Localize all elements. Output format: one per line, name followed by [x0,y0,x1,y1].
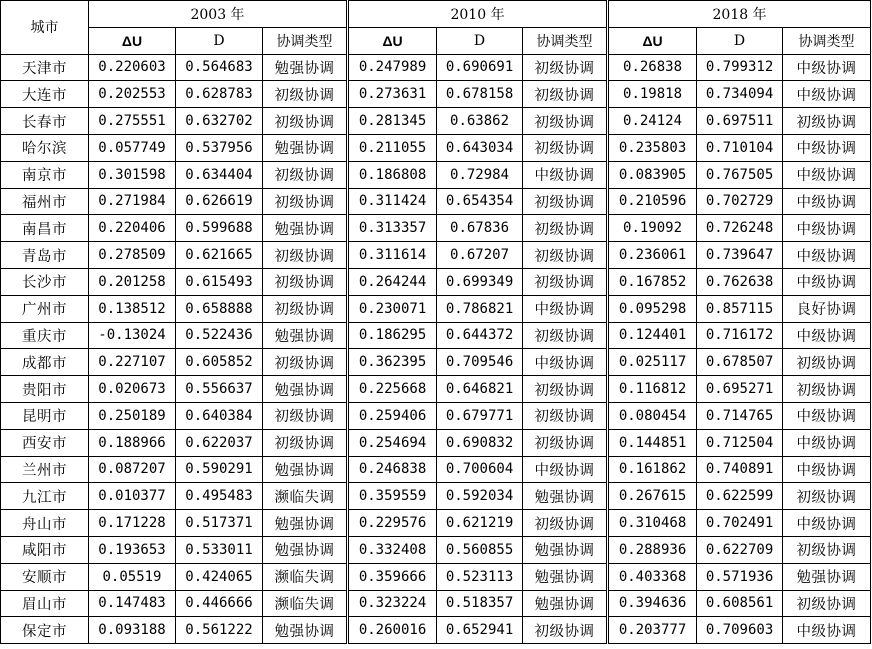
du-cell-2018: 0.203777 [608,617,697,644]
type-cell-2003: 初级协调 [263,108,348,135]
header-row-years [1,1,871,28]
city-cell: 天津市 [1,54,89,81]
table-row [1,161,871,188]
table-row [1,242,871,269]
city-cell: 青岛市 [1,242,89,269]
city-cell: 哈尔滨 [1,134,89,161]
d-cell-2010: 0.67207 [437,242,523,269]
city-cell: 南京市 [1,161,89,188]
table-row [1,429,871,456]
table-row [1,134,871,161]
d-cell-2018: 0.697511 [697,108,783,135]
type-cell-2003: 初级协调 [263,161,348,188]
d-cell-2003: 0.622037 [176,429,263,456]
du-cell-2018: 0.235803 [608,134,697,161]
type-cell-2018: 中级协调 [783,215,871,242]
d-cell-2003: 0.517371 [176,510,263,537]
d-cell-2003: 0.640384 [176,402,263,429]
du-cell-2010: 0.254694 [348,429,437,456]
d-cell-2003: 0.533011 [176,536,263,563]
type-cell-2018: 初级协调 [783,590,871,617]
type-cell-2018: 中级协调 [783,242,871,269]
d-cell-2003: 0.590291 [176,456,263,483]
du-cell-2010: 0.211055 [348,134,437,161]
du-header-2010: ΔU [348,27,437,54]
type-cell-2003: 初级协调 [263,81,348,108]
du-cell-2003: 0.220406 [89,215,176,242]
d-cell-2010: 0.67836 [437,215,523,242]
d-cell-2018: 0.678507 [697,349,783,376]
city-cell: 福州市 [1,188,89,215]
d-cell-2003: 0.632702 [176,108,263,135]
table-row [1,510,871,537]
city-cell: 保定市 [1,617,89,644]
table-row [1,108,871,135]
table-row [1,536,871,563]
table-row [1,54,871,81]
d-cell-2003: 0.495483 [176,483,263,510]
type-cell-2018: 中级协调 [783,54,871,81]
du-cell-2010: 0.186295 [348,322,437,349]
city-cell: 舟山市 [1,510,89,537]
d-cell-2018: 0.714765 [697,402,783,429]
d-cell-2018: 0.608561 [697,590,783,617]
d-cell-2003: 0.605852 [176,349,263,376]
type-cell-2003: 勉强协调 [263,54,348,81]
du-cell-2018: 0.288936 [608,536,697,563]
du-cell-2010: 0.230071 [348,295,437,322]
du-cell-2018: 0.310468 [608,510,697,537]
d-cell-2010: 0.560855 [437,536,523,563]
type-cell-2010: 勉强协调 [523,590,608,617]
type-cell-2018: 中级协调 [783,510,871,537]
du-cell-2003: 0.171228 [89,510,176,537]
type-cell-2003: 勉强协调 [263,134,348,161]
d-cell-2003: 0.621665 [176,242,263,269]
type-cell-2010: 初级协调 [523,617,608,644]
d-cell-2003: 0.615493 [176,268,263,295]
city-cell: 重庆市 [1,322,89,349]
type-cell-2018: 初级协调 [783,349,871,376]
du-cell-2010: 0.247989 [348,54,437,81]
type-cell-2010: 初级协调 [523,376,608,403]
d-cell-2010: 0.679771 [437,402,523,429]
type-cell-2003: 初级协调 [263,429,348,456]
d-cell-2003: 0.556637 [176,376,263,403]
city-cell: 眉山市 [1,590,89,617]
table-row [1,349,871,376]
type-cell-2003: 初级协调 [263,242,348,269]
d-header-2010: D [437,27,523,54]
du-cell-2003: 0.05519 [89,563,176,590]
d-cell-2010: 0.644372 [437,322,523,349]
city-cell: 大连市 [1,81,89,108]
d-cell-2018: 0.799312 [697,54,783,81]
du-cell-2010: 0.323224 [348,590,437,617]
d-cell-2018: 0.734094 [697,81,783,108]
d-cell-2010: 0.652941 [437,617,523,644]
du-cell-2010: 0.229576 [348,510,437,537]
du-cell-2018: 0.080454 [608,402,697,429]
d-cell-2010: 0.699349 [437,268,523,295]
type-cell-2018: 初级协调 [783,483,871,510]
type-cell-2003: 勉强协调 [263,510,348,537]
du-cell-2018: 0.236061 [608,242,697,269]
table-header [1,1,871,55]
city-header: 城市 [1,1,89,55]
d-cell-2010: 0.700604 [437,456,523,483]
d-cell-2018: 0.740891 [697,456,783,483]
city-cell: 成都市 [1,349,89,376]
table-row [1,483,871,510]
d-cell-2018: 0.622709 [697,536,783,563]
d-cell-2018: 0.702491 [697,510,783,537]
type-cell-2003: 勉强协调 [263,536,348,563]
table-row [1,215,871,242]
type-cell-2003: 初级协调 [263,268,348,295]
d-cell-2018: 0.622599 [697,483,783,510]
d-cell-2003: 0.599688 [176,215,263,242]
d-cell-2010: 0.786821 [437,295,523,322]
d-cell-2003: 0.446666 [176,590,263,617]
table-row [1,617,871,644]
type-cell-2010: 中级协调 [523,295,608,322]
du-cell-2010: 0.359666 [348,563,437,590]
type-header-2003: 协调类型 [263,27,348,54]
city-cell: 广州市 [1,295,89,322]
d-cell-2010: 0.72984 [437,161,523,188]
d-cell-2018: 0.702729 [697,188,783,215]
du-cell-2003: 0.147483 [89,590,176,617]
city-cell: 安顺市 [1,563,89,590]
type-cell-2010: 初级协调 [523,510,608,537]
d-cell-2010: 0.63862 [437,108,523,135]
du-cell-2010: 0.311424 [348,188,437,215]
type-cell-2018: 中级协调 [783,81,871,108]
type-cell-2003: 濒临失调 [263,563,348,590]
type-cell-2010: 初级协调 [523,322,608,349]
du-cell-2003: 0.193653 [89,536,176,563]
type-cell-2010: 初级协调 [523,215,608,242]
du-cell-2010: 0.225668 [348,376,437,403]
du-cell-2003: 0.202553 [89,81,176,108]
du-cell-2003: 0.201258 [89,268,176,295]
du-cell-2003: 0.188966 [89,429,176,456]
d-cell-2018: 0.695271 [697,376,783,403]
type-cell-2003: 初级协调 [263,295,348,322]
d-cell-2010: 0.690832 [437,429,523,456]
d-cell-2003: 0.658888 [176,295,263,322]
type-cell-2018: 中级协调 [783,134,871,161]
table-row [1,456,871,483]
type-cell-2003: 濒临失调 [263,590,348,617]
du-cell-2018: 0.144851 [608,429,697,456]
du-cell-2018: 0.19818 [608,81,697,108]
type-cell-2018: 中级协调 [783,617,871,644]
type-cell-2018: 中级协调 [783,268,871,295]
type-cell-2003: 勉强协调 [263,215,348,242]
d-cell-2003: 0.537956 [176,134,263,161]
type-cell-2010: 初级协调 [523,242,608,269]
d-cell-2003: 0.561222 [176,617,263,644]
type-cell-2010: 初级协调 [523,429,608,456]
d-cell-2010: 0.690691 [437,54,523,81]
d-cell-2003: 0.424065 [176,563,263,590]
d-cell-2018: 0.762638 [697,268,783,295]
d-cell-2018: 0.726248 [697,215,783,242]
d-cell-2010: 0.518357 [437,590,523,617]
du-cell-2010: 0.246838 [348,456,437,483]
d-cell-2018: 0.767505 [697,161,783,188]
d-cell-2010: 0.654354 [437,188,523,215]
du-cell-2018: 0.161862 [608,456,697,483]
du-cell-2010: 0.186808 [348,161,437,188]
city-cell: 昆明市 [1,402,89,429]
city-cell: 咸阳市 [1,536,89,563]
type-cell-2010: 勉强协调 [523,536,608,563]
type-cell-2010: 初级协调 [523,108,608,135]
d-cell-2003: 0.626619 [176,188,263,215]
type-cell-2018: 中级协调 [783,161,871,188]
d-cell-2018: 0.716172 [697,322,783,349]
du-cell-2003: 0.271984 [89,188,176,215]
d-cell-2003: 0.628783 [176,81,263,108]
type-cell-2018: 良好协调 [783,295,871,322]
type-cell-2018: 中级协调 [783,322,871,349]
type-header-2018: 协调类型 [783,27,871,54]
type-cell-2003: 勉强协调 [263,376,348,403]
type-cell-2010: 初级协调 [523,81,608,108]
table-body [1,54,871,644]
type-cell-2003: 勉强协调 [263,322,348,349]
du-cell-2003: 0.138512 [89,295,176,322]
city-cell: 贵阳市 [1,376,89,403]
du-cell-2018: 0.403368 [608,563,697,590]
du-cell-2010: 0.264244 [348,268,437,295]
type-cell-2003: 濒临失调 [263,483,348,510]
d-cell-2003: 0.564683 [176,54,263,81]
d-cell-2010: 0.678158 [437,81,523,108]
type-cell-2010: 初级协调 [523,134,608,161]
d-cell-2018: 0.712504 [697,429,783,456]
table-row [1,268,871,295]
d-cell-2018: 0.709603 [697,617,783,644]
du-cell-2003: 0.278509 [89,242,176,269]
du-cell-2018: 0.116812 [608,376,697,403]
du-cell-2018: 0.210596 [608,188,697,215]
du-cell-2018: 0.025117 [608,349,697,376]
d-cell-2003: 0.634404 [176,161,263,188]
table-row [1,563,871,590]
type-cell-2018: 勉强协调 [783,563,871,590]
table-row [1,81,871,108]
d-header-2018: D [697,27,783,54]
city-cell: 九江市 [1,483,89,510]
d-cell-2018: 0.857115 [697,295,783,322]
du-cell-2010: 0.259406 [348,402,437,429]
year-header-2018: 2018 年 [608,1,871,28]
du-cell-2010: 0.311614 [348,242,437,269]
du-cell-2018: 0.124401 [608,322,697,349]
du-cell-2010: 0.359559 [348,483,437,510]
d-cell-2010: 0.646821 [437,376,523,403]
type-cell-2010: 中级协调 [523,456,608,483]
d-cell-2003: 0.522436 [176,322,263,349]
table-row [1,322,871,349]
du-header-2003: ΔU [89,27,176,54]
type-cell-2010: 中级协调 [523,349,608,376]
du-cell-2003: -0.13024 [89,322,176,349]
type-cell-2018: 初级协调 [783,376,871,403]
du-cell-2010: 0.332408 [348,536,437,563]
d-cell-2010: 0.621219 [437,510,523,537]
type-cell-2018: 中级协调 [783,429,871,456]
type-cell-2018: 中级协调 [783,188,871,215]
table-row [1,188,871,215]
du-cell-2010: 0.362395 [348,349,437,376]
du-cell-2003: 0.093188 [89,617,176,644]
du-cell-2018: 0.19092 [608,215,697,242]
du-cell-2003: 0.220603 [89,54,176,81]
type-cell-2003: 初级协调 [263,402,348,429]
du-cell-2018: 0.26838 [608,54,697,81]
type-cell-2010: 中级协调 [523,161,608,188]
type-cell-2010: 初级协调 [523,188,608,215]
type-cell-2018: 初级协调 [783,536,871,563]
type-cell-2010: 初级协调 [523,402,608,429]
d-cell-2018: 0.710104 [697,134,783,161]
city-cell: 长沙市 [1,268,89,295]
type-cell-2018: 中级协调 [783,456,871,483]
city-cell: 兰州市 [1,456,89,483]
table-row [1,402,871,429]
table-row [1,376,871,403]
du-cell-2003: 0.010377 [89,483,176,510]
du-cell-2018: 0.095298 [608,295,697,322]
year-header-2003: 2003 年 [89,1,348,28]
du-cell-2010: 0.313357 [348,215,437,242]
d-cell-2010: 0.709546 [437,349,523,376]
du-cell-2003: 0.227107 [89,349,176,376]
type-cell-2018: 中级协调 [783,402,871,429]
type-cell-2010: 初级协调 [523,54,608,81]
table-row [1,295,871,322]
city-cell: 长春市 [1,108,89,135]
du-cell-2010: 0.260016 [348,617,437,644]
table-row [1,590,871,617]
type-cell-2010: 勉强协调 [523,563,608,590]
du-cell-2003: 0.020673 [89,376,176,403]
d-cell-2010: 0.523113 [437,563,523,590]
du-cell-2010: 0.273631 [348,81,437,108]
du-cell-2018: 0.167852 [608,268,697,295]
type-cell-2010: 勉强协调 [523,483,608,510]
city-cell: 南昌市 [1,215,89,242]
du-cell-2003: 0.301598 [89,161,176,188]
du-header-2018: ΔU [608,27,697,54]
year-header-2010: 2010 年 [348,1,608,28]
type-cell-2003: 初级协调 [263,188,348,215]
type-cell-2003: 初级协调 [263,349,348,376]
du-cell-2018: 0.267615 [608,483,697,510]
type-cell-2010: 初级协调 [523,268,608,295]
du-cell-2018: 0.083905 [608,161,697,188]
d-cell-2010: 0.592034 [437,483,523,510]
du-cell-2003: 0.057749 [89,134,176,161]
d-cell-2018: 0.739647 [697,242,783,269]
type-cell-2003: 勉强协调 [263,617,348,644]
type-cell-2003: 勉强协调 [263,456,348,483]
du-cell-2010: 0.281345 [348,108,437,135]
d-cell-2018: 0.571936 [697,563,783,590]
d-cell-2010: 0.643034 [437,134,523,161]
du-cell-2018: 0.394636 [608,590,697,617]
d-header-2003: D [176,27,263,54]
type-header-2010: 协调类型 [523,27,608,54]
du-cell-2018: 0.24124 [608,108,697,135]
header-row-columns [1,27,871,54]
du-cell-2003: 0.275551 [89,108,176,135]
du-cell-2003: 0.087207 [89,456,176,483]
du-cell-2003: 0.250189 [89,402,176,429]
type-cell-2018: 初级协调 [783,108,871,135]
city-cell: 西安市 [1,429,89,456]
